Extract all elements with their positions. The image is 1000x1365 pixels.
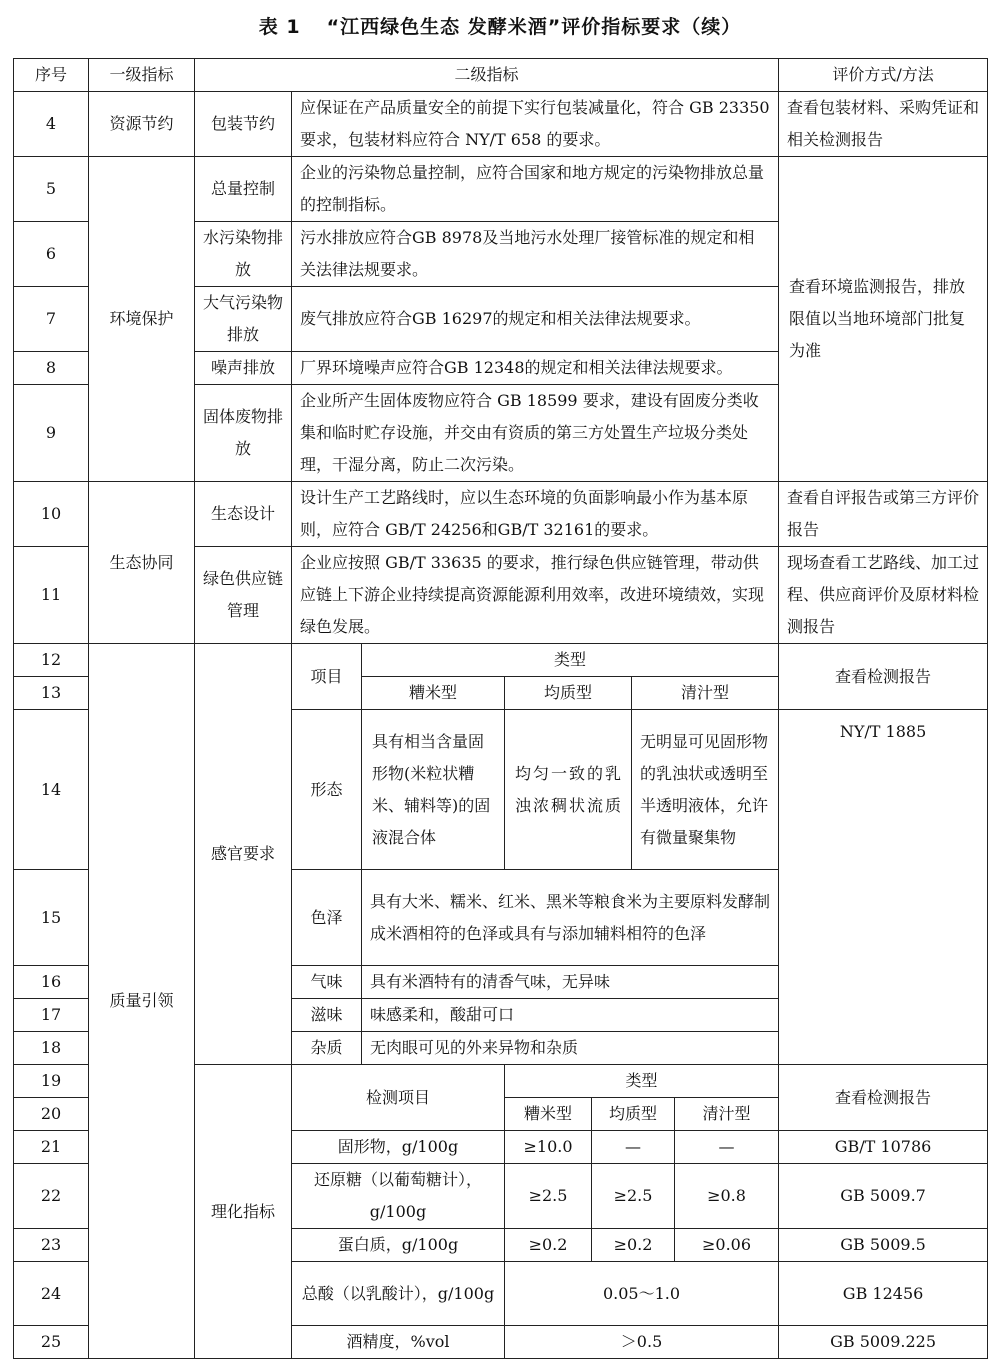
sensory-value: 均匀一致的乳浊浓稠状流质 [505,710,632,870]
header-level2: 二级指标 [195,59,779,92]
type-header-3: 清汁型 [632,677,779,710]
method-cell: GB 5009.5 [779,1229,988,1262]
requirement-cell: 设计生产工艺路线时，应以生态环境的负面影响最小作为基本原则，应符合 GB/T 24256和GB/T 32161的要求。 [292,482,779,547]
method-cell: GB 5009.7 [779,1164,988,1229]
row-number: 4 [14,92,89,157]
row-number: 5 [14,157,89,222]
physchem-item: 固形物，g/100g [292,1131,505,1164]
level2-cell: 包装节约 [195,92,292,157]
physchem-values [505,1164,778,1228]
row-number: 12 [14,644,89,677]
row-number: 13 [14,677,89,710]
sensory-item-header: 项目 [292,644,362,710]
physchem-type-header: 类型 [505,1065,779,1098]
method-cell: GB/T 10786 [779,1131,988,1164]
type-header-2: 均质型 [505,677,632,710]
physchem-value: ≥0.8 [707,1186,746,1205]
physchem-value: ≥0.2 [592,1229,675,1261]
requirement-cell: 应保证在产品质量安全的前提下实行包装减量化，符合 GB 23350 要求，包装材料应符合 NY/T 658 的要求。 [292,92,779,157]
header-seq: 序号 [14,59,89,92]
row-number: 23 [14,1229,89,1262]
requirement-cell: 废气排放应符合GB 16297的规定和相关法律法规要求。 [292,287,779,352]
header-level1: 一级指标 [89,59,195,92]
row-number: 18 [14,1032,89,1065]
row-number: 7 [14,287,89,352]
sensory-value: 具有米酒特有的清香气味，无异味 [362,966,779,999]
physchem-item: 总酸（以乳酸计），g/100g [292,1262,505,1326]
row-number: 9 [14,385,89,482]
level2-cell: 感官要求 [195,644,292,1065]
physchem-value: ≥2.5 [505,1164,592,1228]
physchem-value: ＞0.5 [505,1326,779,1359]
method-cell: 查看检测报告 [779,644,988,710]
type-header-1: 糟米型 [505,1098,592,1130]
physchem-values [505,1131,778,1163]
sensory-item: 气味 [292,966,362,999]
table-row [14,157,988,222]
level2-cell: 生态设计 [195,482,292,547]
level1-cell: 质量引领 [89,644,195,1359]
header-row [14,59,988,92]
method-cell: GB 5009.225 [779,1326,988,1359]
requirement-cell: 污水排放应符合GB 8978及当地污水处理厂接管标准的规定和相关法律法规要求。 [292,222,779,287]
sensory-value: 味感柔和，酸甜可口 [362,999,779,1032]
physchem-type-subheaders [505,1098,778,1130]
method-cell: 查看检测报告 [779,1065,988,1131]
row-number: 24 [14,1262,89,1326]
sensory-item: 形态 [292,710,362,870]
row-number: 17 [14,999,89,1032]
method-cell: 查看环境监测报告，排放限值以当地环境部门批复为准 [779,157,988,482]
type-header-1: 糟米型 [362,677,505,710]
physchem-item: 还原糖（以葡萄糖计），g/100g [292,1164,505,1229]
level2-cell: 大气污染物排放 [195,287,292,352]
row-number: 20 [14,1098,89,1131]
requirement-cell: 企业的污染物总量控制，应符合国家和地方规定的污染物排放总量的控制指标。 [292,157,779,222]
type-header-3: 清汁型 [702,1104,751,1123]
header-method: 评价方式/方法 [779,59,988,92]
indicator-table [13,58,988,1359]
physchem-value: ≥0.2 [505,1229,592,1261]
sensory-item: 色泽 [292,870,362,966]
row-number: 22 [14,1164,89,1229]
level1-cell: 资源节约 [89,92,195,157]
level2-cell: 总量控制 [195,157,292,222]
sensory-value: 无肉眼可见的外来异物和杂质 [362,1032,779,1065]
table-title [0,12,1000,39]
physchem-value: 0.05～1.0 [505,1262,779,1326]
level2-cell: 理化指标 [195,1065,292,1359]
row-number: 14 [14,710,89,870]
requirement-cell: 厂界环境噪声应符合GB 12348的规定和相关法律法规要求。 [292,352,779,385]
table-row [14,644,988,677]
physchem-value: — [592,1131,675,1163]
table-row [14,92,988,157]
row-number: 10 [14,482,89,547]
sensory-value: 无明显可见固形物的乳浊状或透明至半透明液体，允许有微量聚集物 [632,710,779,870]
physchem-value: — [718,1137,735,1156]
physchem-item: 酒精度，%vol [292,1326,505,1359]
requirement-cell: 企业所产生固体废物应符合 GB 18599 要求，建设有固废分类收集和临时贮存设施，并交由有资质的第三方处置生产垃圾分类处理，干湿分离，防止二次污染。 [292,385,779,482]
table-number: 表 1 [258,16,301,38]
row-number: 19 [14,1065,89,1098]
method-cell: 现场查看工艺路线、加工过程、供应商评价及原材料检测报告 [779,547,988,644]
method-cell: GB 12456 [779,1262,988,1326]
method-cell: NY/T 1885 [779,710,988,1065]
row-number: 8 [14,352,89,385]
sensory-item: 杂质 [292,1032,362,1065]
level1-cell: 环境保护 [89,157,195,482]
level2-cell: 水污染物排放 [195,222,292,287]
physchem-item: 蛋白质，g/100g [292,1229,505,1262]
row-number: 15 [14,870,89,966]
sensory-value: 具有相当含量固形物(米粒状糟米、辅料等)的固液混合体 [362,710,505,870]
row-number: 16 [14,966,89,999]
requirement-cell: 企业应按照 GB/T 33635 的要求，推行绿色供应链管理，带动供应链上下游企业持续提高资源能源利用效率，改进环境绩效，实现绿色发展。 [292,547,779,644]
level2-cell: 噪声排放 [195,352,292,385]
row-number: 6 [14,222,89,287]
table-row [14,482,988,547]
physchem-values [505,1229,778,1261]
method-cell: 查看自评报告或第三方评价报告 [779,482,988,547]
physchem-value: ≥0.06 [702,1235,752,1254]
type-header-2: 均质型 [592,1098,675,1130]
physchem-item-header: 检测项目 [292,1065,505,1131]
level1-cell: 生态协同 [89,482,195,644]
sensory-value: 具有大米、糯米、红米、黑米等粮食米为主要原料发酵制成米酒相符的色泽或具有与添加辅料相符的色泽 [362,870,779,966]
level2-cell: 固体废物排放 [195,385,292,482]
physchem-value: ≥2.5 [592,1164,675,1228]
row-number: 25 [14,1326,89,1359]
sensory-item: 滋味 [292,999,362,1032]
table-caption: “江西绿色生态 发酵米酒”评价指标要求（续） [326,16,742,38]
row-number: 11 [14,547,89,644]
row-number: 21 [14,1131,89,1164]
physchem-value: ≥10.0 [505,1131,592,1163]
method-cell: 查看包装材料、采购凭证和相关检测报告 [779,92,988,157]
level2-cell: 绿色供应链管理 [195,547,292,644]
sensory-type-header: 类型 [362,644,779,677]
